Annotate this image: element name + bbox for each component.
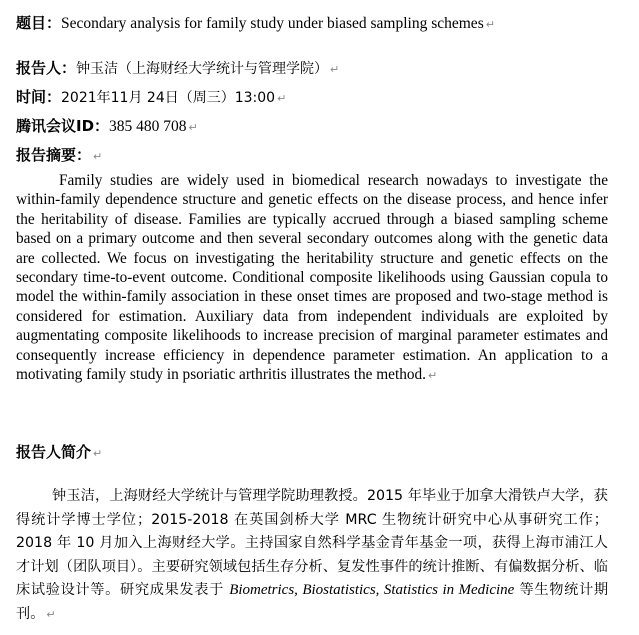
bio-paragraph bbox=[16, 485, 608, 627]
title-label: 题目： bbox=[16, 14, 62, 32]
title-line bbox=[16, 13, 495, 35]
speaker-value: 钟玉洁（上海财经大学统计与管理学院） bbox=[76, 61, 329, 77]
paragraph-mark: ↵ bbox=[46, 607, 56, 621]
title-value: Secondary analysis for family study under biased sampling schemes bbox=[61, 15, 484, 32]
paragraph-mark: ↵ bbox=[93, 447, 103, 460]
bio-text-main: 钟玉洁，上海财经大学统计与管理学院助理教授。2015 年毕业于加拿大滑铁卢大学，获得统计学博士学位；2015-2018 在英国剑桥大学 MRC 生物统计研究中心从事研究工作；2018 年 10 月加入上海财经大学。主持国家自然科学基金青年基金一项，获得上海市浦江人才计划（团队项目）。主要研究领域包括生存分析、复发性事件的统计推断、有偏数据分析、临床试验设计等。研究成果发表于 bbox=[16, 488, 608, 599]
time-value: 2021年11月 24日（周三）13:00 bbox=[61, 90, 276, 106]
abstract-heading: 报告摘要： bbox=[16, 146, 92, 164]
meeting-value: 385 480 708 bbox=[109, 118, 187, 135]
speaker-label: 报告人： bbox=[16, 59, 77, 77]
time-line bbox=[16, 87, 286, 109]
bio-heading: 报告人简介 bbox=[16, 443, 92, 461]
meeting-line bbox=[16, 116, 198, 138]
time-label: 时间： bbox=[16, 88, 62, 106]
paragraph-mark: ↵ bbox=[330, 63, 340, 76]
paragraph-mark: ↵ bbox=[93, 150, 103, 163]
paragraph-mark: ↵ bbox=[485, 18, 495, 31]
abstract-text: Family studies are widely used in biomedical research nowadays to investigate the within-family dependence structure and genetic effects on the disease process, and hence infer the heritability of disease. Families are typically accrued through a biased sampling scheme based on a primary outcome and then several secondary outcomes along with the genetic data are collected. We focus on investigating the heritability structure and genetic effects on the secondary time-to-event outcome. Conditional composite likelihoods using Gaussian copula to model the within-family association in these onset times are proposed and two-stage method is considered for estimation. Auxiliary data from independent individuals are exploited by augmentating composite likelihoods to increase precision of marginal parameter estimates and consequently increase efficiency in dependence parameter estimation. An application to a motivating family study in psoriatic arthritis illustrates the method. bbox=[16, 172, 608, 384]
meeting-label: 腾讯会议ID： bbox=[16, 117, 110, 135]
bio-text-end: 等生物统计期刊。 bbox=[16, 582, 609, 622]
abstract-heading-line bbox=[16, 145, 102, 167]
bio-journals: Biometrics, Biostatistics, Statistics in Medicine bbox=[229, 582, 515, 599]
speaker-line bbox=[16, 58, 339, 80]
paragraph-mark: ↵ bbox=[277, 92, 287, 105]
paragraph-mark: ↵ bbox=[427, 369, 438, 383]
abstract-paragraph bbox=[16, 171, 608, 385]
bio-heading-line bbox=[16, 442, 102, 464]
paragraph-mark: ↵ bbox=[188, 121, 198, 134]
